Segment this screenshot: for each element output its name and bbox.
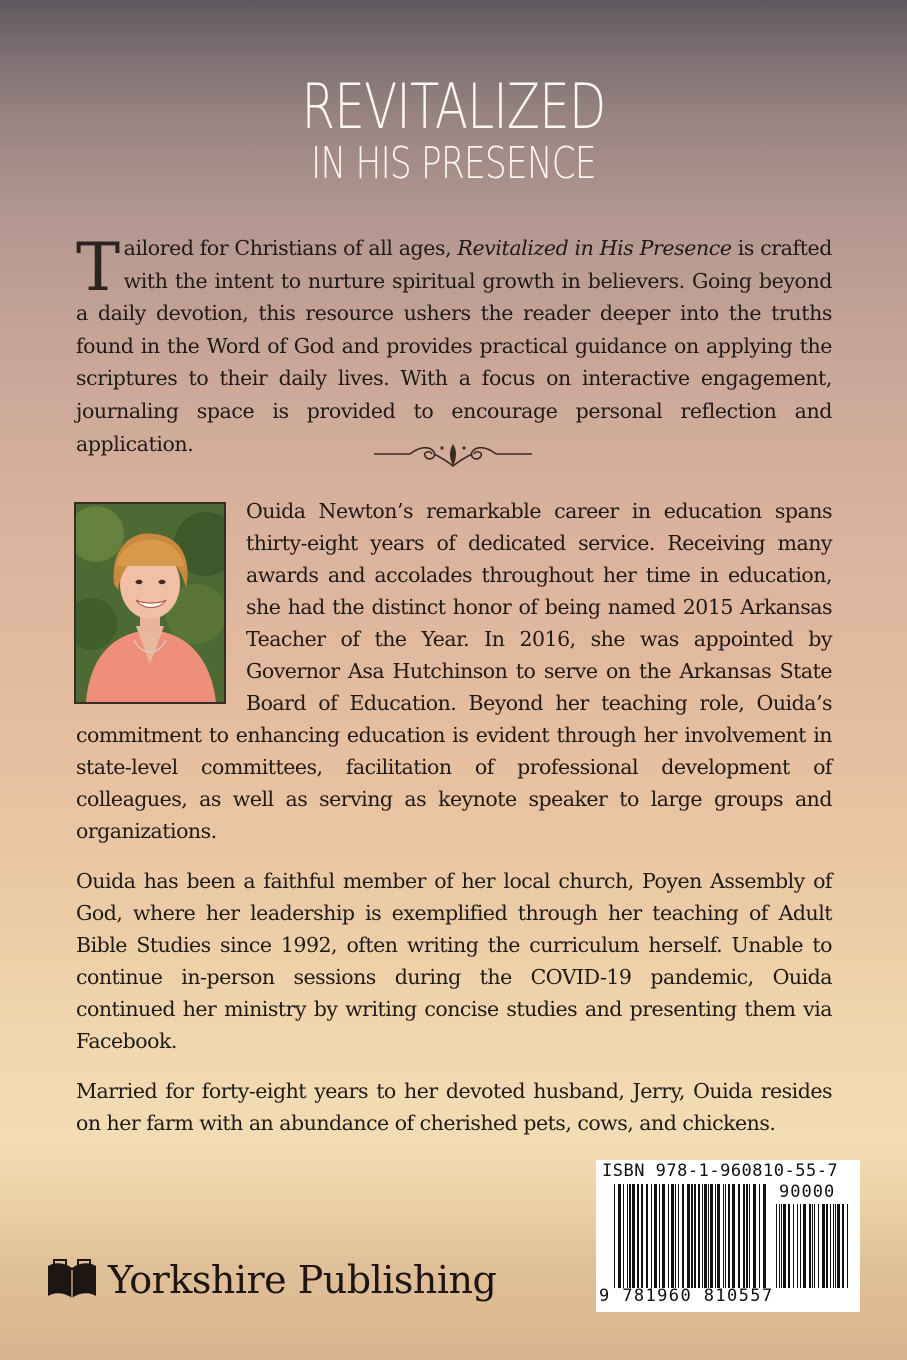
flourish-divider-icon [370, 440, 536, 470]
bio-paragraph-3: Married for forty-eight years to her devoted husband, Jerry, Ouida resides on her farm with an abundance of cherished pets, cows, and chickens. [76, 1079, 832, 1135]
barcode-bar [814, 1204, 815, 1288]
description-book-title: Revitalized in His Presence [457, 236, 732, 260]
barcode-bar [627, 1184, 628, 1288]
barcode-bar [691, 1184, 693, 1288]
barcode-bar [659, 1184, 660, 1288]
barcode-bar [654, 1184, 657, 1288]
bio-paragraph-2: Ouida has been a faithful member of her local church, Poyen Assembly of God, where her leadership is exemplified through her teaching of Adult Bible Studies since 1992, often writing the curriculum herself. Unable to continue in-person sessions during the COVID-19 pandemic, Ouida continued her ministry by writing concise studies and presenting them via Facebook. [76, 869, 832, 1053]
barcode-bar [847, 1204, 848, 1288]
barcode-bar [759, 1184, 760, 1288]
barcode-bar [793, 1204, 794, 1288]
barcode-bar [743, 1184, 745, 1288]
barcode-bar [833, 1204, 834, 1288]
barcode-bar [715, 1184, 716, 1288]
photo-spacer [76, 495, 246, 693]
barcode-bar [788, 1204, 790, 1288]
barcode-bar [779, 1204, 780, 1288]
barcode-bar [830, 1204, 831, 1288]
barcode-bar [818, 1204, 819, 1288]
publisher-logo [46, 1250, 496, 1310]
book-description [76, 229, 832, 460]
description-text-part2: is crafted with the intent to nurture spiritual growth in believers. Going beyond a daily devotion, this resource ushers the reader deeper into the truths found in the Word of God and provides practical guidance on applying the scriptures to their daily lives. With a focus on interactive engagement, journaling space is provided to encourage personal reflection and application. [76, 236, 832, 456]
barcode-bar [725, 1184, 726, 1288]
barcode-bar [614, 1184, 615, 1288]
barcode-bar [671, 1184, 674, 1288]
barcode-bar [675, 1184, 676, 1288]
barcode-bar [687, 1184, 690, 1288]
barcode-bar [698, 1184, 700, 1288]
barcode-bar [646, 1184, 648, 1288]
barcode-bar [783, 1204, 786, 1288]
barcode-bar [623, 1184, 624, 1288]
barcode-bar [826, 1204, 828, 1288]
barcode-bar [809, 1204, 811, 1288]
barcode-bar [797, 1204, 798, 1288]
barcode-bar [641, 1184, 643, 1288]
bio-paragraph-1 [76, 495, 832, 847]
barcode-bar [704, 1184, 707, 1288]
barcode-bar [837, 1204, 840, 1288]
barcode-bar [694, 1184, 696, 1288]
barcode-bar [749, 1184, 750, 1288]
bio-paragraph-1-text: Ouida Newton’s remarkable career in education spans thirty-eight years of dedicated service. Receiving many awards and accolades throughout her time in education, she had the distinct honor of being named 2015 Arkansas Teacher of the Year. In 2016, she was appointed by Governor Asa Hutchinson to serve on the Arkansas State Board of Education. Beyond her teaching role, Ouida’s commitment to enhancing education is evident through her involvement in state-level committees, facilitation of professional development of colleagues, as well as serving as keynote speaker to large groups and organizations. [76, 499, 832, 843]
author-bio [76, 495, 832, 1157]
barcode-bar [668, 1184, 669, 1288]
barcode-bar [738, 1184, 740, 1288]
description-text-part1: ailored for Christians of all ages, [123, 236, 458, 260]
barcode-bar [835, 1204, 836, 1288]
book-title-line2: IN HIS PRESENCE [311, 138, 596, 189]
barcode-bar [803, 1204, 806, 1288]
barcode-addon-number: 90000 [779, 1182, 836, 1202]
barcode-bar [710, 1184, 713, 1288]
barcode-digits: 9 781960 810557 [599, 1286, 774, 1306]
barcode-bar [651, 1184, 652, 1288]
barcode-bar [717, 1184, 720, 1288]
barcode-bar [753, 1184, 756, 1288]
barcode-bar [632, 1184, 635, 1288]
barcode-bar [812, 1204, 813, 1288]
barcode-bar [678, 1184, 679, 1288]
book-title-line1: REVITALIZED [301, 70, 606, 143]
barcode-bar [776, 1204, 777, 1288]
barcode-bar [629, 1184, 631, 1288]
barcode-bar [732, 1184, 735, 1288]
barcode-bar [682, 1184, 684, 1288]
barcode-bar [728, 1184, 730, 1288]
barcode-bar [822, 1204, 825, 1288]
barcode-bar [746, 1184, 748, 1288]
barcode-bar [781, 1204, 782, 1288]
barcode-bar [763, 1184, 766, 1288]
barcode-bars-main [614, 1184, 770, 1292]
barcode-bar [723, 1184, 724, 1288]
barcode-bar [842, 1204, 844, 1288]
barcode-bar [662, 1184, 665, 1288]
drop-cap: T [76, 229, 120, 306]
isbn-label: ISBN 978-1-960810-55-7 [602, 1161, 839, 1181]
barcode-bar [618, 1184, 621, 1288]
barcode-bar [637, 1184, 639, 1288]
barcode-bar [708, 1184, 709, 1288]
publisher-name: Yorkshire Publishing [108, 1258, 497, 1302]
barcode-bar [800, 1204, 801, 1288]
barcode-bars-addon [776, 1204, 854, 1290]
isbn-barcode [596, 1160, 860, 1312]
barcode-bar [702, 1184, 703, 1288]
open-book-icon [46, 1256, 98, 1304]
